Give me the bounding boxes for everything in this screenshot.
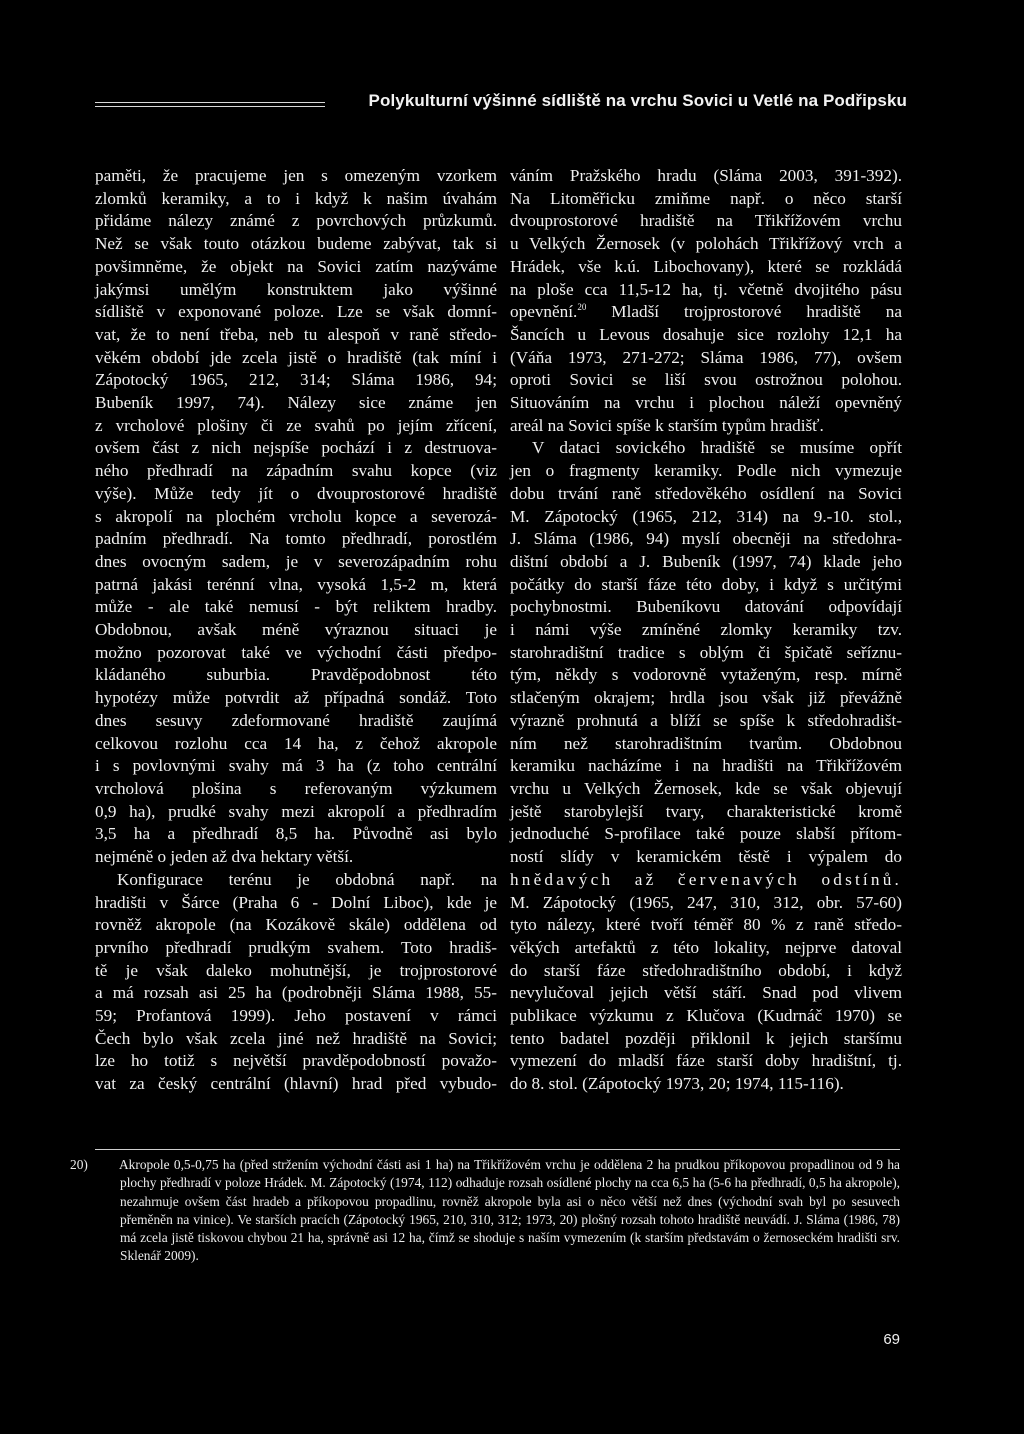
- text-line: patrná jakási terénní vlna, vysoká 1,5-2 m, která: [95, 574, 497, 594]
- footnote-text: Akropole 0,5-0,75 ha (před stržením východní části asi 1 ha) na Třikřížovém vrchu je oddělena 2 ha prudkou příkopovou propadlinou od 9 ha plochy předhradí v poloze Hrádek. M. Zápotocký (1974, 112) odhaduje rozsah osídlené plochy na cca 6,5 ha (5-6 ha předhradí, 0,5 ha akropole), nezahrnuje ovšem část hradeb a příkopovou propadlinu, rovněž akropole byla asi o něco větší než dnes (východní svah byl po sesuvech přeměněn na vinice). Ve starších pracích (Zápotocký 1965, 210, 310, 312; 1973, 20) plošný rozsah tohoto hradiště neuvádí. J. Sláma (1986, 78) má zcela jistě tiskovou chybou 21 ha, správně asi 12 ha, čímž se shoduje s naším vymezením (k starším představám o žernoseckém hradišti srv. Sklenář 2009).: [119, 1157, 900, 1264]
- text-line: nevylučoval jejich větší stáří. Snad pod vlivem: [510, 983, 902, 1003]
- right-column: [510, 165, 902, 1096]
- text-line: vat za český centrální (hlavní) hrad před vybudo-: [95, 1074, 497, 1094]
- text-line: 0,9 ha), prudké svahy mezi akropolí a předhradím: [95, 801, 497, 821]
- text-line: do starší fáze středohradištního období, i když: [510, 960, 902, 980]
- text-line: Než se však touto otázkou budeme zabývat, tak si: [95, 234, 497, 254]
- text-line: Na Litoměřicku zmiňme např. o něco starší: [510, 188, 902, 208]
- text-line: ovšem část z nich nejspíše pochází i z destruova-: [95, 438, 497, 458]
- text-line: váním Pražského hradu (Sláma 2003, 391-392).: [510, 166, 902, 185]
- text-line: Čech bylo však zcela jiné než hradiště na Sovici;: [95, 1028, 497, 1048]
- text-line: do 8. stol. (Zápotocký 1973, 20; 1974, 115-116).: [510, 1074, 844, 1094]
- text-line: ním než starohradištním tvarům. Obdobnou: [510, 733, 902, 753]
- paragraph: [510, 165, 902, 301]
- text-line: J. Sláma (1986, 94) myslí obecněji na středohra-: [510, 529, 902, 549]
- text-line: dnes ovocným sadem, je v severozápadním rohu: [95, 551, 497, 571]
- text-line: Šancích u Levous dosahuje sice rozlohy 12,1 ha: [510, 324, 902, 344]
- footnote-reference[interactable]: 20: [577, 302, 587, 313]
- paragraph: [510, 892, 902, 1096]
- text-line: hypotézy může potvrdit až případná sondáž. Toto: [95, 688, 497, 708]
- footnote-number: 20): [70, 1157, 88, 1172]
- text-line: ností slídy v keramickém těstě i výpalem do: [510, 847, 902, 867]
- text-line: dištní období a J. Bubeník (1997, 74) klade jeho: [510, 551, 902, 571]
- paragraph: [95, 869, 497, 1096]
- text-line: sídliště v exponované poloze. Lze se však domní-: [95, 302, 497, 322]
- text-line: M. Zápotocký (1965, 247, 310, 312, obr. 57-60): [510, 892, 902, 912]
- text-line: starohradištní tradice s oblým či špičatě seříznu-: [510, 642, 902, 662]
- text-line: jen o fragmenty keramiky. Podle nich vymezuje: [510, 461, 902, 481]
- text-line: keramiku nacházíme i na hradišti na Třikřížovém: [510, 756, 902, 776]
- text-line: a má rozsah asi 25 ha (podrobněji Sláma 1988, 55-: [95, 983, 497, 1003]
- text-line: počátky do starší fáze této doby, i když s určitými: [510, 574, 902, 594]
- text-line: vrcholová plošina s referovaným výzkumem: [95, 778, 497, 798]
- header-rule: [95, 106, 325, 107]
- line-text: Mladší trojprostorové hradiště na: [586, 302, 902, 322]
- text-line: V dataci sovického hradiště se musíme opřít: [532, 438, 902, 458]
- line-text: opevnění.: [510, 302, 578, 322]
- text-line: u Velkých Žernosek (v polohách Třikřížový vrch a: [510, 234, 902, 254]
- left-column: [95, 165, 497, 1096]
- text-line: 59; Profantová 1999). Jeho postavení v rámci: [95, 1006, 497, 1026]
- page-number: 69: [883, 1331, 900, 1348]
- text-line: zlomků keramiky, a to i když k našim úvahám: [95, 188, 497, 208]
- text-line: povšimněme, že objekt na Sovici zatím nazýváme: [95, 256, 497, 276]
- text-line-spaced: hnědavých až červenavých odstínů.: [510, 869, 902, 889]
- text-line: nejméně o jeden až dva hektary větší.: [95, 847, 354, 867]
- text-line: dnes sesuvy zdeformované hradiště zaujímá: [95, 710, 497, 730]
- text-line: jednoduché S-profilace také pouze slabší přítom-: [510, 824, 902, 844]
- text-line: Bubeník 1997, 74). Nálezy sice známe jen: [95, 393, 497, 413]
- text-line: Konfigurace terénu je obdobná např. na: [117, 869, 497, 889]
- text-line: možno pozorovat také ve východní části předpo-: [95, 642, 497, 662]
- text-line: přidáme nálezy známé z povrchových průzkumů.: [95, 211, 497, 231]
- text-line: Situováním na vrchu i plochou náleží opevněný: [510, 393, 902, 413]
- text-line: tě je však daleko mohutnější, je trojprostorové: [95, 960, 497, 980]
- text-line: vrchu u Velkých Žernosek, kde se však objevují: [510, 778, 902, 798]
- text-line: rovněž akropole (na Kozákově skále) oddělena od: [95, 915, 497, 935]
- text-line: může - ale také nemusí - být reliktem hradby.: [95, 597, 497, 617]
- text-line: (Váňa 1973, 271-272; Sláma 1986, 77), ovšem: [510, 347, 902, 367]
- text-line: stlačeným okrajem; hrdla jsou však již převážně: [510, 688, 902, 708]
- footnote-rule: [95, 1149, 900, 1150]
- text-line: na ploše cca 11,5-12 ha, tj. včetně dvojitého pásu: [510, 279, 902, 299]
- text-line: ného předhradí na západním svahu kopce (viz: [95, 461, 497, 481]
- text-line: Hrádek, vše k.ú. Libochovany), které se rozkládá: [510, 256, 902, 276]
- text-line: kládaného suburbia. Pravděpodobnost této: [95, 665, 497, 685]
- text-line: tyto nálezy, které tvoří téměř 80 % z raně středo-: [510, 915, 902, 935]
- text-line: [510, 301, 902, 324]
- text-line: vat, že to není třeba, neb tu alespoň v raně středo-: [95, 324, 497, 344]
- text-line: z vrcholové plošiny či ze svahů po jejím zřícení,: [95, 415, 497, 435]
- text-line: jakýmsi umělým konstruktem jako výšinné: [95, 279, 497, 299]
- text-line: M. Zápotocký (1965, 212, 314) na 9.-10. stol.,: [510, 506, 902, 526]
- text-line: publikace výzkumu z Klučova (Kudrnáč 1970) se: [510, 1006, 902, 1026]
- text-line: i námi výše zmíněné zlomky keramiky tzv.: [510, 620, 902, 640]
- text-line: věkém období jde zcela jistě o hradiště (tak míní i: [95, 347, 497, 367]
- running-title: Polykulturní výšinné sídliště na vrchu Sovici u Vetlé na Podřipsku: [368, 91, 907, 110]
- text-line: Obdobnou, avšak méně výraznou situaci je: [95, 620, 497, 640]
- text-line: výrazně prohnutá a blíží se spíše k středohradišt-: [510, 710, 902, 730]
- text-line: 3,5 ha a předhradí 8,5 ha. Původně asi bylo: [95, 824, 497, 844]
- text-line: prvního předhradí prudkým svahem. Toto hradiš-: [95, 937, 497, 957]
- header-rule: [95, 102, 325, 103]
- footnote: [70, 1156, 900, 1266]
- page-header: [95, 88, 907, 118]
- paragraph: [510, 324, 902, 438]
- text-line: lze ho totiž s největší pravděpodobností považo-: [95, 1051, 497, 1071]
- text-line: věkých artefaktů z této lokality, nejprve datoval: [510, 937, 902, 957]
- text-line: dvouprostorové hradiště na Třikřížovém vrchu: [510, 211, 902, 231]
- text-line: pochybnostmi. Bubeníkovu datování odpovídají: [510, 597, 902, 617]
- text-line: ještě starobylejší tvary, charakteristické kromě: [510, 801, 902, 821]
- text-line: dobu trvání raně středověkého osídlení na Sovici: [510, 483, 902, 503]
- text-line: celkovou rozlohu cca 14 ha, z čehož akropole: [95, 733, 497, 753]
- paragraph: [510, 437, 902, 868]
- text-line: i s povlovnými svahy má 3 ha (z toho centrální: [95, 756, 497, 776]
- text-line: s akropolí na plochém vrcholu kopce a severozá-: [95, 506, 497, 526]
- text-line: tento badatel později přiklonil k jejich staršímu: [510, 1028, 902, 1048]
- text-line: výše). Může tedy jít o dvouprostorové hradiště: [95, 483, 497, 503]
- text-line: areál na Sovici spíše k starším typům hradišť.: [510, 415, 824, 435]
- text-line: hradišti v Šárce (Praha 6 - Dolní Liboc), kde je: [95, 892, 497, 912]
- text-line: paměti, že pracujeme jen s omezeným vzorkem: [95, 166, 497, 185]
- text-line: Zápotocký 1965, 212, 314; Sláma 1986, 94;: [95, 370, 497, 390]
- text-line: tým, někdy s vodorovně vytaženým, resp. mírně: [510, 665, 902, 685]
- text-line: padním předhradí. Na tomto předhradí, porostlém: [95, 529, 497, 549]
- paragraph: [95, 165, 497, 869]
- text-line: oproti Sovici se liší svou ostrožnou polohou.: [510, 370, 902, 390]
- text-line: vymezení do mladší fáze starší doby hradištní, tj.: [510, 1051, 902, 1071]
